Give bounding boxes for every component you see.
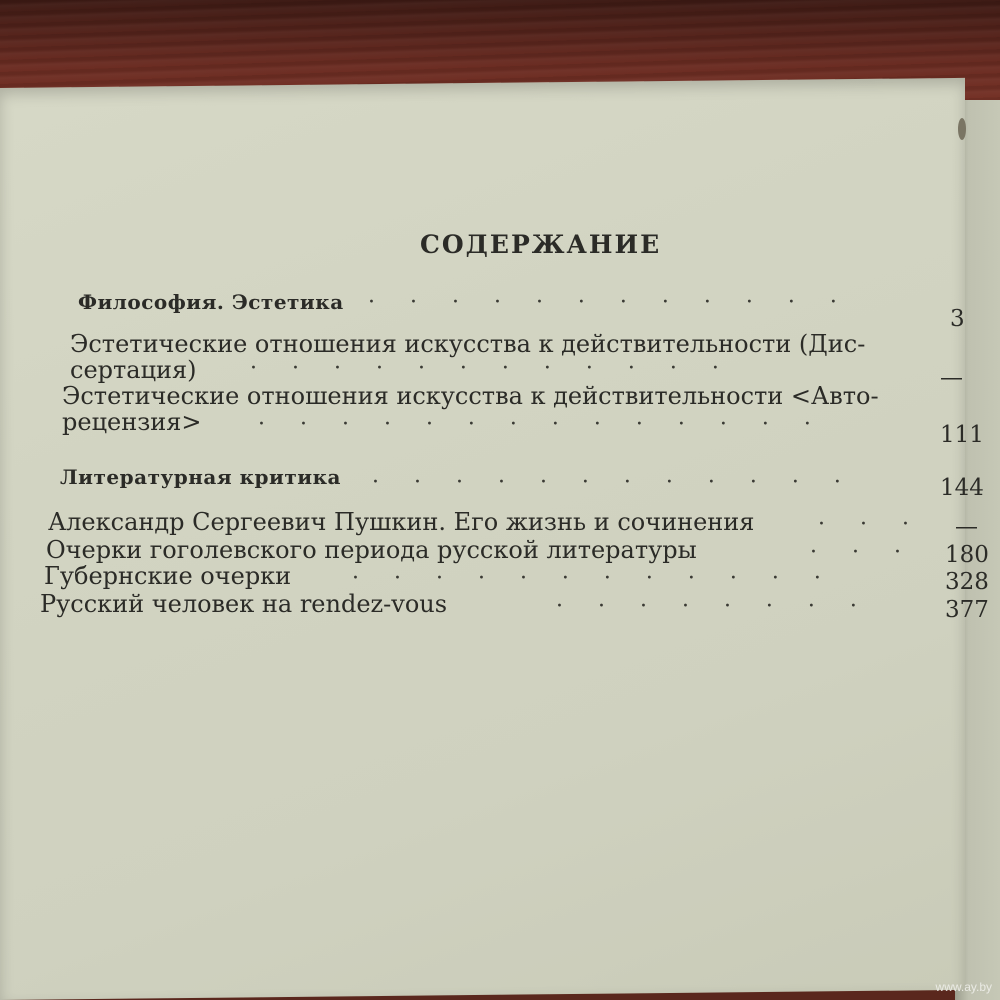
dot-leader: · · ·	[818, 512, 923, 537]
toc-entry-line: Очерки гоголевского периода русской литературы	[46, 536, 697, 564]
page-number: 3	[950, 306, 965, 332]
page-number: —	[955, 514, 978, 540]
section-title-literary-criticism: Литературная критика	[60, 465, 341, 489]
page-number: 144	[940, 475, 984, 501]
toc-entry-line: рецензия>	[62, 408, 202, 436]
toc-entry-line: Эстетические отношения искусства к действительности <Авто-	[62, 382, 879, 410]
dot-leader: · · · · · · · ·	[556, 594, 871, 619]
page-number: 111	[940, 422, 984, 448]
page-number: —	[940, 365, 963, 391]
section-title-philosophy: Философия. Эстетика	[78, 290, 344, 314]
dot-leader: · · · · · · · · · · · ·	[372, 470, 855, 495]
page-number: 180	[945, 542, 989, 568]
page-number: 328	[945, 569, 989, 595]
dot-leader: · · · · · · · · · · · ·	[250, 356, 733, 381]
toc-entry-line: сертация)	[70, 356, 197, 384]
page-number: 377	[945, 597, 989, 623]
dot-leader: · · · · · · · · · · · ·	[368, 290, 851, 315]
dot-leader: · · · · · · · · · · · · · ·	[258, 412, 825, 437]
toc-entry-line: Губернские очерки	[44, 562, 292, 590]
page-title: СОДЕРЖАНИЕ	[420, 230, 662, 259]
dot-leader: · · · · · · · · · · · ·	[352, 566, 835, 591]
site-watermark: www.ay.by	[935, 980, 992, 994]
toc-entry-line: Русский человек на rendez-vous	[40, 590, 448, 618]
toc-entry-line: Эстетические отношения искусства к действительности (Дис-	[70, 330, 866, 358]
dot-leader: · · ·	[810, 540, 915, 565]
toc-entry-line: Александр Сергеевич Пушкин. Его жизнь и сочинения	[48, 508, 755, 536]
